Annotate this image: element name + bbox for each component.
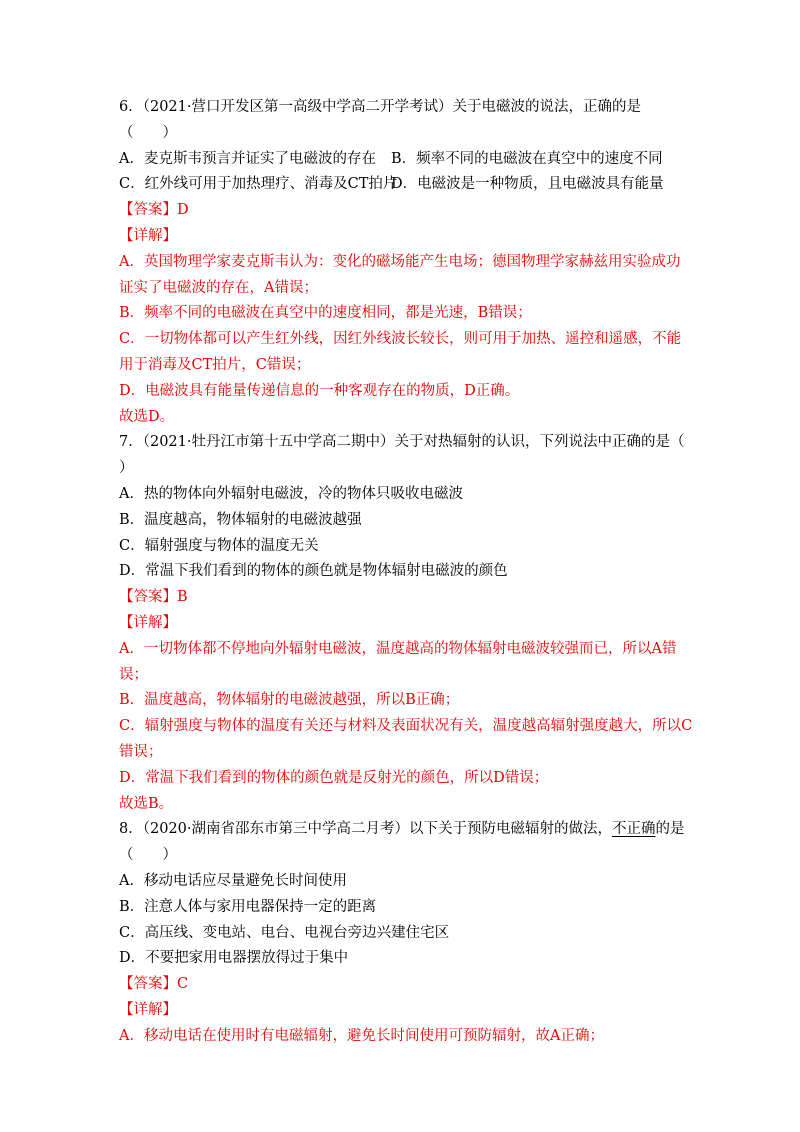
q7-answer: 【答案】B (119, 589, 188, 606)
q6-option-c: C．红外线可用于加热理疗、消毒及CT拍片 (119, 176, 398, 193)
q6-expl-line: A．英国物理学家麦克斯韦认为：变化的磁场能产生电场；德国物理学家赫兹用实验成功 (119, 253, 681, 270)
q6-options-cd (119, 172, 679, 198)
q7-expl-line: 故选B。 (119, 795, 174, 812)
q7-detail-label: 【详解】 (119, 614, 177, 631)
q7-expl-line: A．一切物体都不停地向外辐射电磁波，温度越高的物体辐射电磁波较强而已，所以A错 (119, 640, 677, 657)
q8-stem-post: 的是 (655, 821, 685, 838)
q7-option-a: A．热的物体向外辐射电磁波，冷的物体只吸收电磁波 (119, 485, 463, 502)
q7-stem-line2: ） (119, 460, 134, 477)
q6-detail-label: 【详解】 (119, 227, 177, 244)
q7-expl-line: C．辐射强度与物体的温度有关还与材料及表面状况有关，温度越高辐射强度越大，所以C (119, 718, 693, 735)
q6-expl-line: D．电磁波具有能量传递信息的一种客观存在的物质，D正确。 (119, 382, 520, 399)
q6-option-b: B．频率不同的电磁波在真空中的速度不同 (391, 150, 663, 167)
q6-answer: 【答案】D (119, 202, 189, 219)
q6-expl-line: B．频率不同的电磁波在真空中的速度相同，都是光速，B错误； (119, 305, 532, 322)
q6-expl-line: C．一切物体都可以产生红外线，因红外线波长较长，则可用于加热、遥控和遥感，不能 (119, 331, 682, 348)
q6-expl-line: 用于消毒及CT拍片，C错误； (119, 356, 311, 373)
q7-expl-line: B．温度越高，物体辐射的电磁波越强，所以B正确； (119, 692, 460, 709)
q8-option-d: D．不要把家用电器摆放得过于集中 (119, 950, 349, 967)
q7-stem-line1: 7．（2021·牡丹江市第十五中学高二期中）关于对热辐射的认识，下列说法中正确的是（ (119, 434, 685, 451)
q8-option-c: C．高压线、变电站、电台、电视台旁边兴建住宅区 (119, 924, 450, 941)
q8-stem-underlined: 不正确 (611, 821, 656, 838)
q8-option-b: B．注意人体与家用电器保持一定的距离 (119, 898, 377, 915)
q6-stem-line2: （ ） (119, 124, 177, 141)
q7-option-c: C．辐射强度与物体的温度无关 (119, 537, 319, 554)
q7-expl-line: D．常温下我们看到的物体的颜色就是反射光的颜色，所以D错误； (119, 769, 549, 786)
q7-option-b: B．温度越高，物体辐射的电磁波越强 (119, 511, 362, 528)
q6-options-ab (119, 147, 679, 173)
q6-expl-line: 故选D。 (119, 408, 175, 425)
document-content (119, 95, 693, 1049)
q6-option-a: A．麦克斯韦预言并证实了电磁波的存在 (119, 150, 376, 167)
q8-stem-line1 (119, 817, 685, 843)
q8-option-a: A．移动电话应尽量避免长时间使用 (119, 872, 347, 889)
q8-stem-line2: （ ） (119, 847, 177, 864)
q7-option-d: D．常温下我们看到的物体的颜色就是物体辐射电磁波的颜色 (119, 563, 508, 580)
q6-expl-line: 证实了电磁波的存在，A错误； (119, 279, 318, 296)
q8-answer: 【答案】C (119, 976, 189, 993)
q6-stem-line1: 6．（2021·营口开发区第一高级中学高二开学考试）关于电磁波的说法，正确的是 (119, 99, 641, 115)
q6-option-d: D．电磁波是一种物质，且电磁波具有能量 (391, 176, 664, 193)
q7-expl-line: 错误； (119, 743, 163, 760)
q8-expl-line: A．移动电话在使用时有电磁辐射，避免长时间使用可预防辐射，故A正确； (119, 1027, 604, 1044)
q8-detail-label: 【详解】 (119, 1001, 177, 1018)
q8-stem-pre: 8．（2020·湖南省邵东市第三中学高二月考）以下关于预防电磁辐射的做法， (119, 821, 612, 838)
q7-expl-line: 误； (119, 666, 148, 683)
